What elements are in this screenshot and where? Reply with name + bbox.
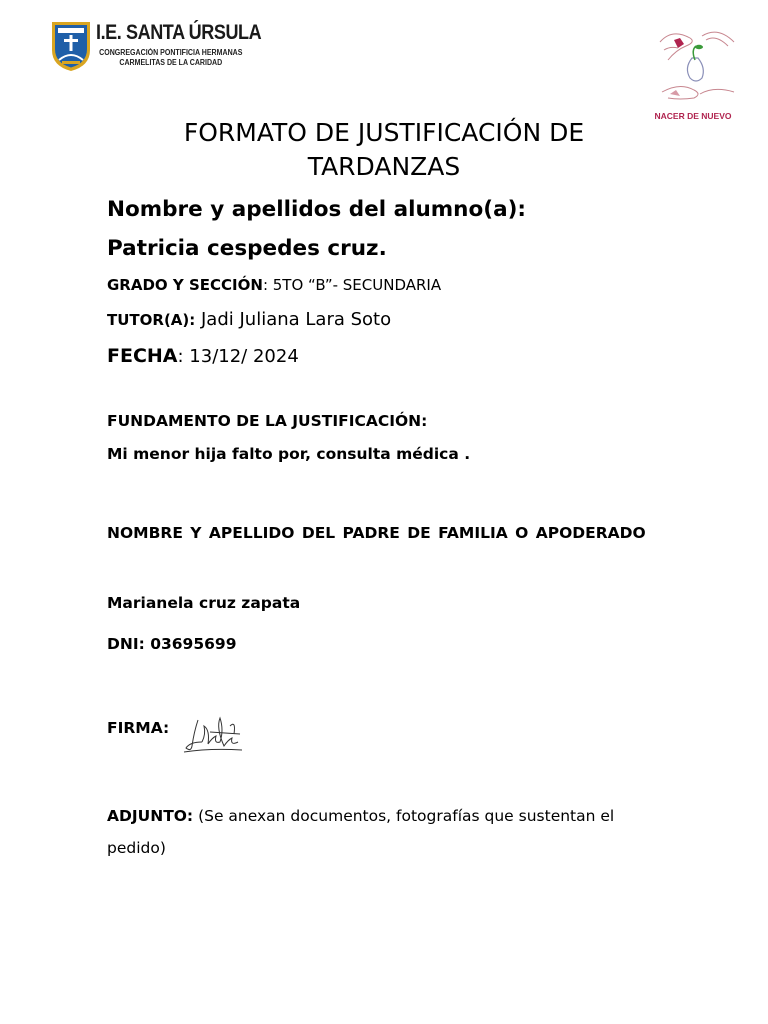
attachment-label: ADJUNTO: (107, 807, 194, 825)
hands-plant-icon (650, 20, 740, 110)
date-value: : 13/12/ 2024 (177, 346, 299, 367)
tutor (107, 309, 391, 330)
school-name: I.E. SANTA ÚRSULA (96, 21, 262, 44)
congregation-line-2: CARMELITAS DE LA CARIDAD (119, 58, 223, 67)
tutor-label: TUTOR(A): (107, 311, 196, 329)
student-label: Nombre y apellidos del alumno(a): (107, 197, 527, 222)
school-logo (50, 20, 262, 72)
attachment-note (107, 800, 667, 864)
document-title (100, 116, 668, 184)
date-label: FECHA (107, 345, 178, 367)
student-name: Patricia cespedes cruz. (107, 236, 387, 261)
program-motto: NACER DE NUEVO (654, 111, 732, 121)
congregation-line-1: CONGREGACIÓN PONTIFICIA HERMANAS (99, 48, 243, 57)
tutor-value: Jadi Juliana Lara Soto (195, 309, 392, 330)
signature-label: FIRMA: (107, 719, 170, 737)
grade-section (107, 276, 441, 294)
parent-label: NOMBRE Y APELLIDO DEL PADRE DE FAMILIA O APODERADO (107, 524, 646, 542)
school-shield-icon (50, 20, 92, 72)
title-line-2: TARDANZAS (307, 152, 461, 181)
grade-label: GRADO Y SECCIÓN (107, 276, 263, 294)
title-line-1: FORMATO DE JUSTIFICACIÓN DE (183, 118, 585, 147)
justification-label: FUNDAMENTO DE LA JUSTIFICACIÓN: (107, 412, 428, 430)
parent-dni: DNI: 03695699 (107, 635, 237, 653)
congregation-name (96, 48, 246, 68)
program-logo (650, 20, 740, 125)
justification-text: Mi menor hija falto por, consulta médica . (107, 445, 471, 463)
attachment-text: (Se anexan documentos, fotografías que sustentan el pedido) (107, 807, 615, 857)
parent-name: Marianela cruz zapata (107, 594, 301, 612)
grade-value: : 5TO “B”- SECUNDARIA (262, 276, 442, 294)
date (107, 345, 299, 367)
handwritten-signature (180, 712, 250, 758)
